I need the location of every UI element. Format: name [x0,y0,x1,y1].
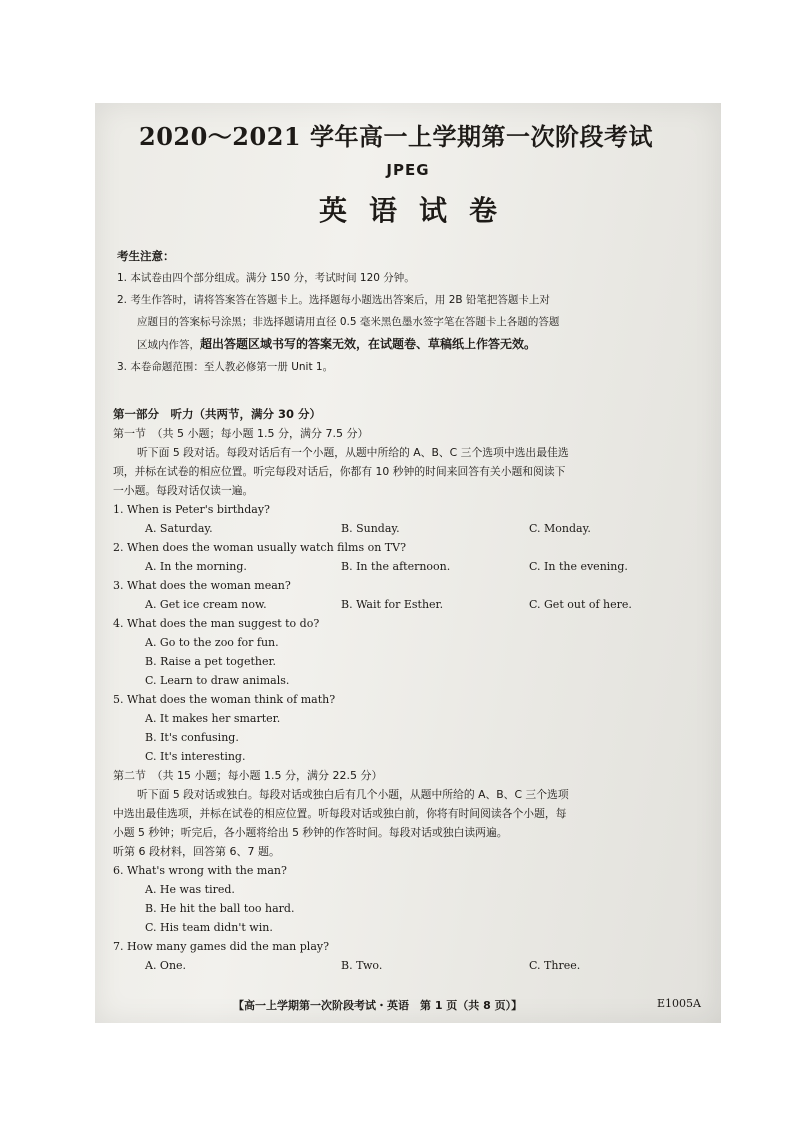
section2-instruction-2: 中选出最佳选项，并标在试卷的相应位置。听每段对话或独白前，你将有时间阅读各个小题，每 [113,807,567,820]
section2-instruction-3: 小题 5 秒钟；听完后，各小题将给出 5 秒钟的作答时间。每段对话或独白读两遍。 [113,826,508,839]
section2-instruction-1: 听下面 5 段对话或独白。每段对话或独白后有几个小题，从题中所给的 A、B、C 三个选项 [137,788,569,801]
footer-code: E1005A [657,997,701,1010]
option-c: C. In the evening. [529,560,628,573]
notice-item-2-cont: 应题目的答案标号涂黑；非选择题请用直径 0.5 毫米黑色墨水签字笔在答题卡上各题的答题 [137,316,560,328]
option-c: C. Monday. [529,522,591,535]
notice-emphasis: 超出答题区域书写的答案无效，在试题卷、草稿纸上作答无效。 [200,337,537,351]
notice-item-2: 2. 考生作答时，请将答案答在答题卡上。选择题每小题选出答案后，用 2B 铅笔把答题卡上对 [117,294,550,306]
exam-title: 2020～2021 学年高一上学期第一次阶段考试 [139,122,653,151]
footer-page-info: 【高一上学期第一次阶段考试・英语 第 1 页（共 8 页）】 [233,999,523,1012]
question-4: 4. What does the man suggest to do? [113,617,320,630]
option-b: B. It's confusing. [145,731,239,744]
option-a: A. It makes her smarter. [145,712,281,725]
option-c: C. It's interesting. [145,750,246,763]
section1-instruction-2: 项，并标在试卷的相应位置。听完每段对话后，你都有 10 秒钟的时间来回答有关小题和阅读下 [113,465,566,478]
question-6: 6. What's wrong with the man? [113,864,287,877]
section2-heading: 第二节 （共 15 小题；每小题 1.5 分，满分 22.5 分） [113,769,383,782]
question-7-options [113,956,709,975]
exam-subtitle: 英语试卷 [318,194,519,227]
option-b: B. Raise a pet together. [145,655,277,668]
section1-instruction-3: 一小题。每段对话仅读一遍。 [113,484,254,497]
question-2: 2. When does the woman usually watch films on TV? [113,541,406,554]
question-3: 3. What does the woman mean? [113,579,291,592]
notice-item-1: 1. 本试卷由四个部分组成。满分 150 分，考试时间 120 分钟。 [117,272,415,284]
question-1: 1. When is Peter's birthday? [113,503,270,516]
question-5: 5. What does the woman think of math? [113,693,336,706]
notice-item-2-cont2-text: 区域内作答， [137,339,200,351]
option-c: C. Three. [529,959,581,972]
question-3-options [113,595,709,614]
option-a: A. In the morning. [145,560,247,573]
option-a: A. One. [145,959,187,972]
section1-heading: 第一节 （共 5 小题；每小题 1.5 分，满分 7.5 分） [113,427,369,440]
option-a: A. He was tired. [145,883,235,896]
option-c: C. His team didn't win. [145,921,273,934]
option-b: B. He hit the ball too hard. [145,902,295,915]
option-a: A. Saturday. [145,522,213,535]
section2-material: 听第 6 段材料，回答第 6、7 题。 [113,845,280,858]
notice-heading: 考生注意： [117,249,175,263]
option-b: B. Wait for Esther. [341,598,444,611]
section1-instruction-1: 听下面 5 段对话。每段对话后有一个小题，从题中所给的 A、B、C 三个选项中选出最佳选 [137,446,569,459]
option-c: C. Learn to draw animals. [145,674,290,687]
question-2-options [113,557,709,576]
jpeg-watermark: JPEG [386,161,430,179]
notice-item-3: 3. 本卷命题范围：至人教必修第一册 Unit 1。 [117,361,334,373]
option-b: B. Two. [341,959,383,972]
question-1-options [113,519,709,538]
option-a: A. Get ice cream now. [145,598,267,611]
option-c: C. Get out of here. [529,598,632,611]
question-7: 7. How many games did the man play? [113,940,329,953]
candidate-notice [117,245,707,378]
exam-body [113,405,709,975]
option-b: B. Sunday. [341,522,400,535]
exam-page [95,103,721,1023]
option-a: A. Go to the zoo for fun. [145,636,279,649]
part1-heading: 第一部分 听力（共两节，满分 30 分） [113,407,322,421]
option-b: B. In the afternoon. [341,560,451,573]
notice-item-2-cont2 [117,333,707,356]
